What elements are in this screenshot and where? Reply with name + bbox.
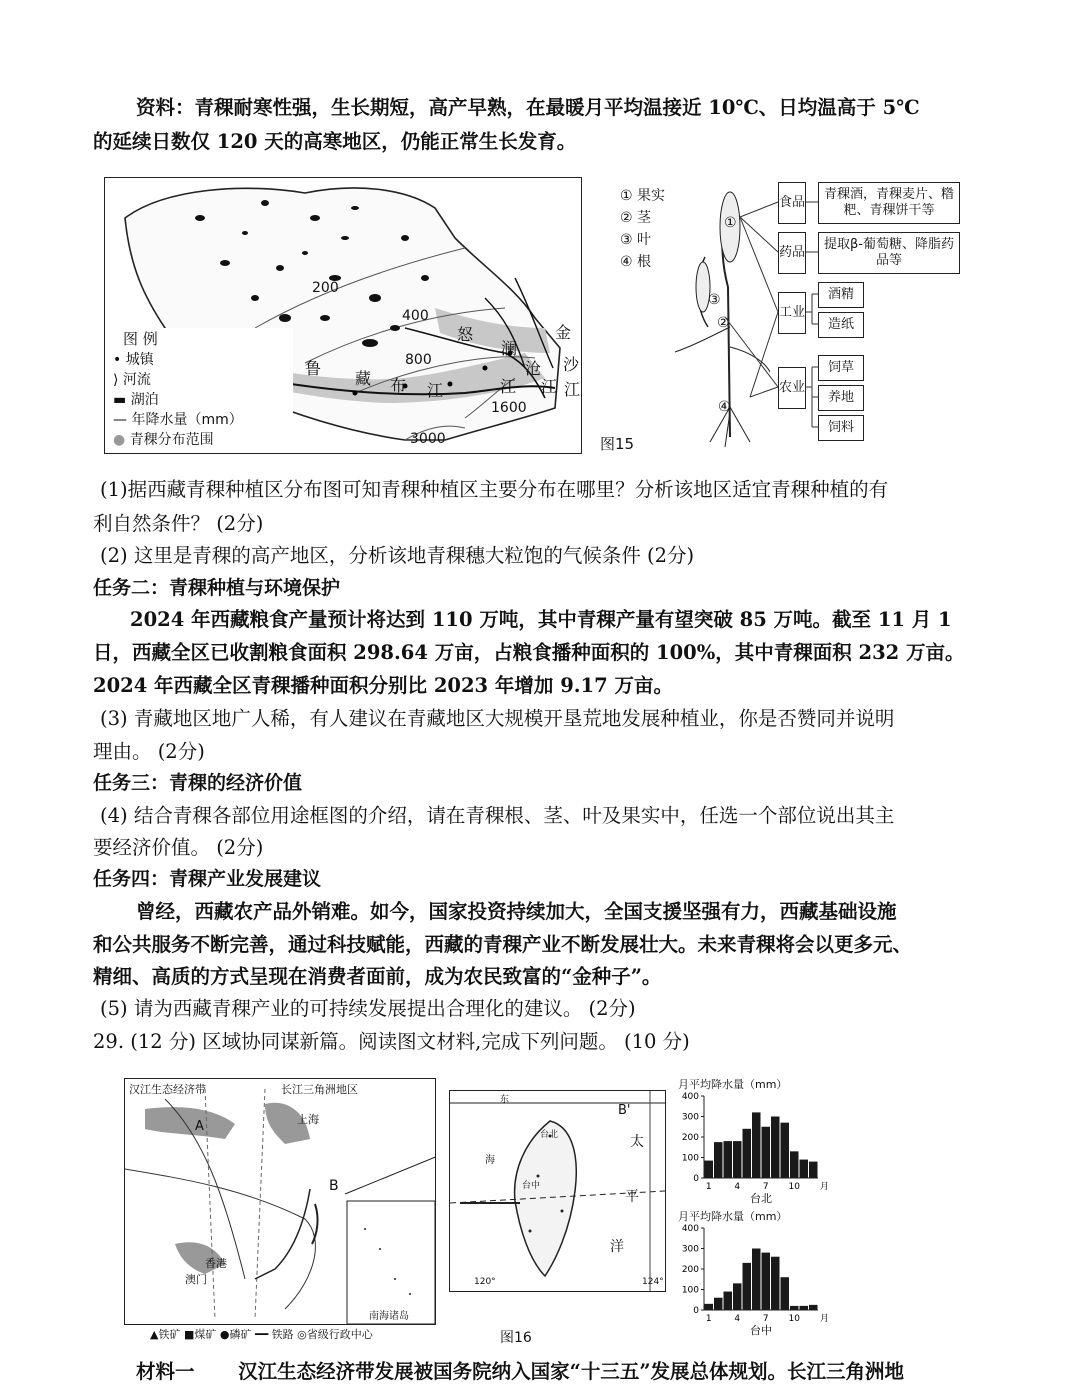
- question-5: (5) 请为西藏青稞产业的可持续发展提出合理化的建议。 (2分): [100, 997, 636, 1020]
- tai-label: 太: [630, 1134, 644, 1150]
- question-1-line2: 利自然条件？ (2分): [93, 512, 264, 535]
- task-2-title: 任务二：青稞种植与环境保护: [93, 577, 341, 599]
- lon-120-label: 120°: [474, 1277, 496, 1287]
- precip-bar: [743, 1129, 752, 1178]
- x-tick-label: 4: [734, 1182, 741, 1192]
- category-industry: 工业: [778, 292, 806, 334]
- ping-label: 平: [625, 1189, 639, 1205]
- task-2-para-line2: 日，西藏全区已收割粮食面积 298.64 万亩，占粮食播种面积的 100%，其中青稞面积 232 万亩。: [93, 641, 965, 664]
- xianggang-label: 香港: [205, 1257, 227, 1270]
- river-label: 藏: [355, 369, 372, 388]
- industry-item-paper: 造纸: [818, 312, 864, 338]
- isohyet-label: 200: [312, 280, 339, 296]
- part-root: ④ 根: [620, 254, 652, 270]
- china-map-graphic: [125, 1079, 435, 1324]
- legend-item-river: ⟩ 河流: [113, 372, 151, 388]
- precip-bar: [781, 1277, 790, 1310]
- question-3-line1: (3) 青藏地区地广人稀，有人建议在青藏地区大规模开垦荒地发展种植业，你是否赞同并说明: [100, 707, 895, 730]
- precip-bar: [762, 1253, 771, 1310]
- chart-title: 月平均降水量（mm）: [678, 1210, 788, 1223]
- y-tick-label: 100: [681, 1153, 699, 1164]
- river-label: 沙: [563, 355, 580, 374]
- task-4-para-line3: 精细、高质的方式呈现在消费者面前，成为农民致富的“金种子”。: [93, 965, 662, 988]
- task-4-para-line1: 曾经，西藏农产品外销难。如今，国家投资持续加大，全国支援坚强有力，西藏基础设施: [136, 900, 897, 923]
- precip-bar: [800, 1306, 809, 1310]
- y-tick-label: 300: [681, 1112, 699, 1123]
- precip-bar: [705, 1304, 714, 1310]
- y-tick-label: 400: [681, 1224, 699, 1234]
- task-4-title: 任务四：青稞产业发展建议: [93, 868, 322, 890]
- x-tick-label: 7: [762, 1182, 769, 1192]
- aomen-label: 澳门: [185, 1273, 207, 1286]
- legend-item-town: • 城镇: [113, 352, 154, 368]
- x-tick-label: 10: [788, 1182, 800, 1192]
- marker-stem: ②: [717, 315, 730, 331]
- precip-bar: [733, 1141, 742, 1178]
- precip-bar: [705, 1161, 714, 1178]
- agri-item-feed: 饲料: [818, 415, 864, 441]
- precip-bar: [714, 1298, 723, 1310]
- category-medicine: 药品: [778, 232, 806, 274]
- point-b-label: B: [329, 1178, 339, 1194]
- point-b-prime-label: B': [618, 1103, 631, 1118]
- east-label: 东: [500, 1095, 510, 1105]
- precip-bar: [809, 1305, 818, 1310]
- task-3-title: 任务三：青稞的经济价值: [93, 772, 303, 794]
- industry-item-alcohol: 酒精: [818, 282, 864, 308]
- river-label: 怒: [457, 325, 474, 344]
- point-a-label: A: [195, 1119, 204, 1134]
- chart-title: 月平均降水量（mm）: [678, 1078, 788, 1091]
- precip-bar: [724, 1141, 733, 1178]
- river-label: 澜: [501, 339, 518, 358]
- precip-bar: [771, 1117, 780, 1179]
- agri-item-fodder: 饲草: [818, 355, 864, 381]
- precip-bar: [724, 1292, 733, 1310]
- y-tick-label: 0: [693, 1306, 699, 1316]
- marker-root: ④: [718, 399, 731, 415]
- river-label: 金: [555, 323, 572, 342]
- taiwan-map: [449, 1090, 666, 1292]
- legend-item-barley: ● 青稞分布范围: [113, 432, 214, 448]
- part-leaf: ③ 叶: [620, 232, 652, 248]
- material-line-2: 的延续日数仅 120 天的高寒地区，仍能正常生长发育。: [93, 130, 577, 153]
- river-label: 江: [564, 380, 581, 399]
- y-tick-label: 300: [681, 1244, 699, 1255]
- river-label: 鲁: [305, 359, 322, 378]
- marker-leaf: ③: [708, 292, 721, 308]
- precip-bar: [781, 1123, 790, 1178]
- y-tick-label: 200: [681, 1265, 699, 1275]
- marker-fruit: ①: [724, 215, 737, 231]
- material-1: [136, 1356, 1036, 1384]
- connector-lines: [600, 177, 980, 457]
- taipei-chart-svg: [672, 1090, 832, 1216]
- question-4-line2: 要经济价值。 (2分): [93, 836, 264, 859]
- taipei-precip-chart: [672, 1076, 832, 1216]
- taichung-label: 台中: [522, 1181, 541, 1191]
- fig16-caption: 图16: [500, 1330, 532, 1346]
- station-label: 台北: [750, 1192, 772, 1205]
- question-3-line2: 理由。 (2分): [93, 740, 205, 763]
- station-label: 台中: [750, 1324, 772, 1337]
- precip-bar: [800, 1160, 809, 1178]
- river-label: 江: [541, 377, 558, 396]
- isohyet-label: 1600: [491, 400, 527, 416]
- question-1-line1: (1)据西藏青稞种植区分布图可知青稞种植区主要分布在哪里？分析该地区适宜青稞种植的有: [100, 478, 889, 501]
- task-4-para-line2: 和公共服务不断完善，通过科技赋能，西藏的青稞产业不断发展壮大。未来青稞将会以更多元、: [93, 933, 913, 956]
- lon-124-label: 124°: [642, 1277, 664, 1287]
- x-tick-label: 1: [705, 1182, 712, 1192]
- task-2-para-line3: 2024 年西藏全区青稞播种面积分别比 2023 年增加 9.17 万亩。: [93, 674, 673, 697]
- question-4-line1: (4) 结合青稞各部位用途框图的介绍，请在青稞根、茎、叶及果实中，任选一个部位说出其主: [100, 804, 895, 827]
- x-tick-label: 月: [820, 1314, 830, 1324]
- hanjiang-label: 汉江生态经济带: [129, 1083, 206, 1096]
- fig15-caption: 图15: [600, 435, 635, 453]
- isohyet-label: 3000: [410, 431, 446, 447]
- china-map-legend: ▲铁矿 ■煤矿 ●磷矿 ━━ 铁路 ◎省级行政中心: [150, 1328, 373, 1341]
- part-fruit: ① 果实: [620, 188, 666, 204]
- food-items: 青稞酒，青稞麦片、糌粑、青稞饼干等: [818, 182, 960, 224]
- x-tick-label: 10: [788, 1314, 800, 1324]
- medicine-items: 提取β-葡萄糖、降脂药品等: [818, 232, 960, 274]
- question-2: (2) 这里是青稞的高产地区，分析该地青稞穗大粒饱的气候条件 (2分): [100, 544, 695, 567]
- precip-bar: [714, 1142, 723, 1178]
- river-label: 布: [390, 376, 407, 395]
- river-label: 江: [427, 381, 444, 400]
- x-tick-label: 7: [762, 1314, 769, 1324]
- category-food: 食品: [778, 182, 806, 224]
- y-tick-label: 400: [681, 1092, 699, 1102]
- taichung-precip-chart: [672, 1208, 832, 1348]
- precip-bar: [809, 1162, 818, 1178]
- precip-bar: [790, 1151, 799, 1178]
- y-tick-label: 0: [693, 1174, 699, 1184]
- precip-bar: [790, 1306, 799, 1310]
- isohyet-label: 400: [402, 308, 429, 324]
- precip-bar: [771, 1257, 780, 1310]
- x-tick-label: 1: [705, 1314, 712, 1324]
- legend-title: 图 例: [123, 330, 158, 348]
- precip-bar: [743, 1263, 752, 1310]
- isohyet-label: 800: [405, 352, 432, 368]
- taichung-chart-svg: [672, 1222, 832, 1348]
- task-2-para-line1: 2024 年西藏粮食产量预计将达到 110 万吨，其中青稞产量有望突破 85 万吨。截至 11 月 1: [130, 608, 952, 631]
- x-tick-label: 4: [734, 1314, 741, 1324]
- part-stem: ② 茎: [620, 210, 652, 226]
- river-label: 江: [500, 377, 517, 396]
- legend-item-isohyet: — 年降水量（mm）: [113, 412, 243, 428]
- precip-bar: [752, 1112, 761, 1178]
- china-region-map: [124, 1078, 436, 1325]
- category-agriculture: 农业: [778, 367, 806, 409]
- material-1-label: 材料一: [136, 1360, 195, 1383]
- map-legend: [113, 328, 293, 449]
- y-tick-label: 100: [681, 1285, 699, 1296]
- agri-item-soil: 养地: [818, 385, 864, 411]
- barley-uses-diagram: [600, 177, 980, 457]
- changjiang-label: 长江三角洲地区: [281, 1083, 358, 1096]
- tibet-barley-map: [104, 177, 582, 454]
- question-29: 29. (12 分) 区域协同谋新篇。阅读图文材料,完成下列问题。 (10 分): [93, 1030, 690, 1053]
- sea-label: 海: [485, 1155, 495, 1166]
- river-label: 沧: [525, 359, 542, 378]
- taipei-label: 台北: [540, 1130, 559, 1140]
- legend-item-lake: ▬ 湖泊: [113, 392, 159, 408]
- nanhai-label: 南海诸岛: [369, 1311, 409, 1322]
- precip-bar: [733, 1283, 742, 1310]
- yang-label: 洋: [610, 1239, 624, 1255]
- shanghai-label: 上海: [297, 1113, 319, 1126]
- y-tick-label: 200: [681, 1133, 699, 1143]
- precip-bar: [752, 1249, 761, 1311]
- x-tick-label: 月: [820, 1182, 830, 1192]
- material-1-text: 汉江生态经济带发展被国务院纳入国家“十三五”发展总体规划。长江三角洲地: [238, 1360, 905, 1383]
- material-line-1: 资料：青稞耐寒性强，生长期短，高产早熟，在最暖月平均温接近 10℃、日均温高于 5℃: [136, 96, 920, 119]
- precip-bar: [762, 1127, 771, 1178]
